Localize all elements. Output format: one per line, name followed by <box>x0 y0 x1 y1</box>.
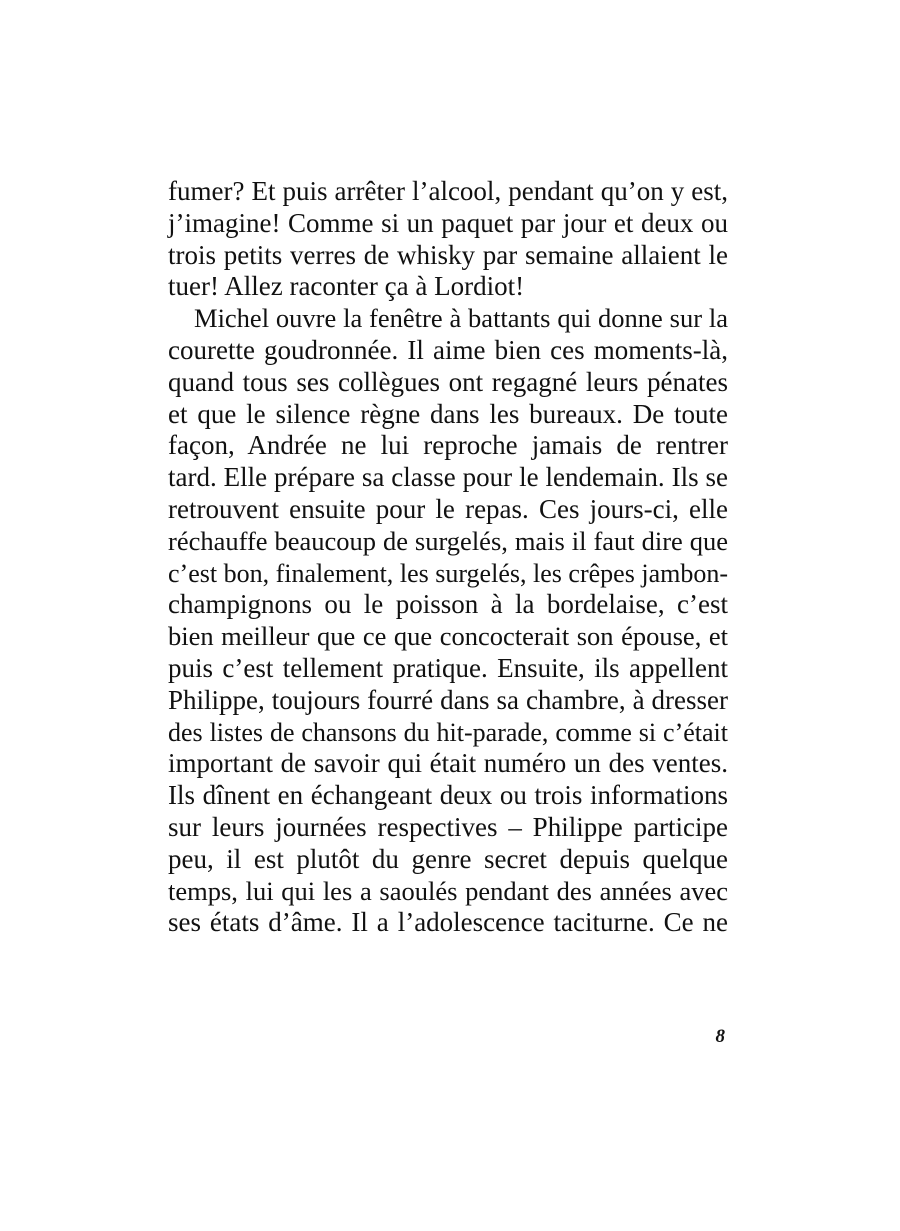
text-line-1: fumer? Et puis arrêter l’alcool, pendant qu’on y est, <box>168 176 728 206</box>
text-line-21: sur leurs journées respectives – Philippe participe <box>168 811 728 842</box>
text-line-20: Ils dînent en échangeant deux ou trois informations <box>168 780 728 811</box>
text-line-8: et que le silence règne dans les bureaux. De toute <box>168 398 728 429</box>
text-line-10: tard. Elle prépare sa classe pour le lendemain. Ils se <box>168 462 728 493</box>
text-line-24: ses états d’âme. Il a l’adolescence taciturne. Ce ne <box>168 907 728 938</box>
text-line-7: quand tous ses collègues ont regagné leurs pénates <box>168 366 728 397</box>
text-line-4: tuer! Allez raconter ça à Lordiot! <box>168 271 525 302</box>
page-number: 8 <box>715 1026 725 1047</box>
text-line-2: j’imagine! Comme si un paquet par jour et deux ou <box>168 207 728 238</box>
text-line-16: puis c’est tellement pratique. Ensuite, ils appellent <box>168 652 728 683</box>
text-line-5: Michel ouvre la fenêtre à battants qui donne sur la <box>194 303 728 334</box>
text-line-12: réchauffe beaucoup de surgelés, mais il faut dire que <box>168 525 728 556</box>
text-line-15: bien meilleur que ce que concocterait son épouse, et <box>168 621 728 652</box>
text-line-23: temps, lui qui les a saoulés pendant des années avec <box>168 875 728 906</box>
text-line-17: Philippe, toujours fourré dans sa chambre, à dresser <box>168 684 728 715</box>
text-line-3: trois petits verres de whisky par semaine allaient le <box>168 239 728 270</box>
text-line-22: peu, il est plutôt du genre secret depuis quelque <box>168 843 728 874</box>
body-text <box>168 176 728 939</box>
text-line-18: des listes de chansons du hit-parade, comme si c’était <box>168 717 728 747</box>
text-line-19: important de savoir qui était numéro un des ventes. <box>168 748 728 779</box>
text-line-14: champignons ou le poisson à la bordelaise, c’est <box>168 589 728 620</box>
text-line-9: façon, Andrée ne lui reproche jamais de rentrer <box>168 430 728 461</box>
text-line-13: c’est bon, finalement, les surgelés, les crêpes jambon- <box>168 558 728 588</box>
text-line-6: courette goudronnée. Il aime bien ces moments-là, <box>168 334 728 365</box>
text-line-11: retrouvent ensuite pour le repas. Ces jours-ci, elle <box>168 493 728 524</box>
